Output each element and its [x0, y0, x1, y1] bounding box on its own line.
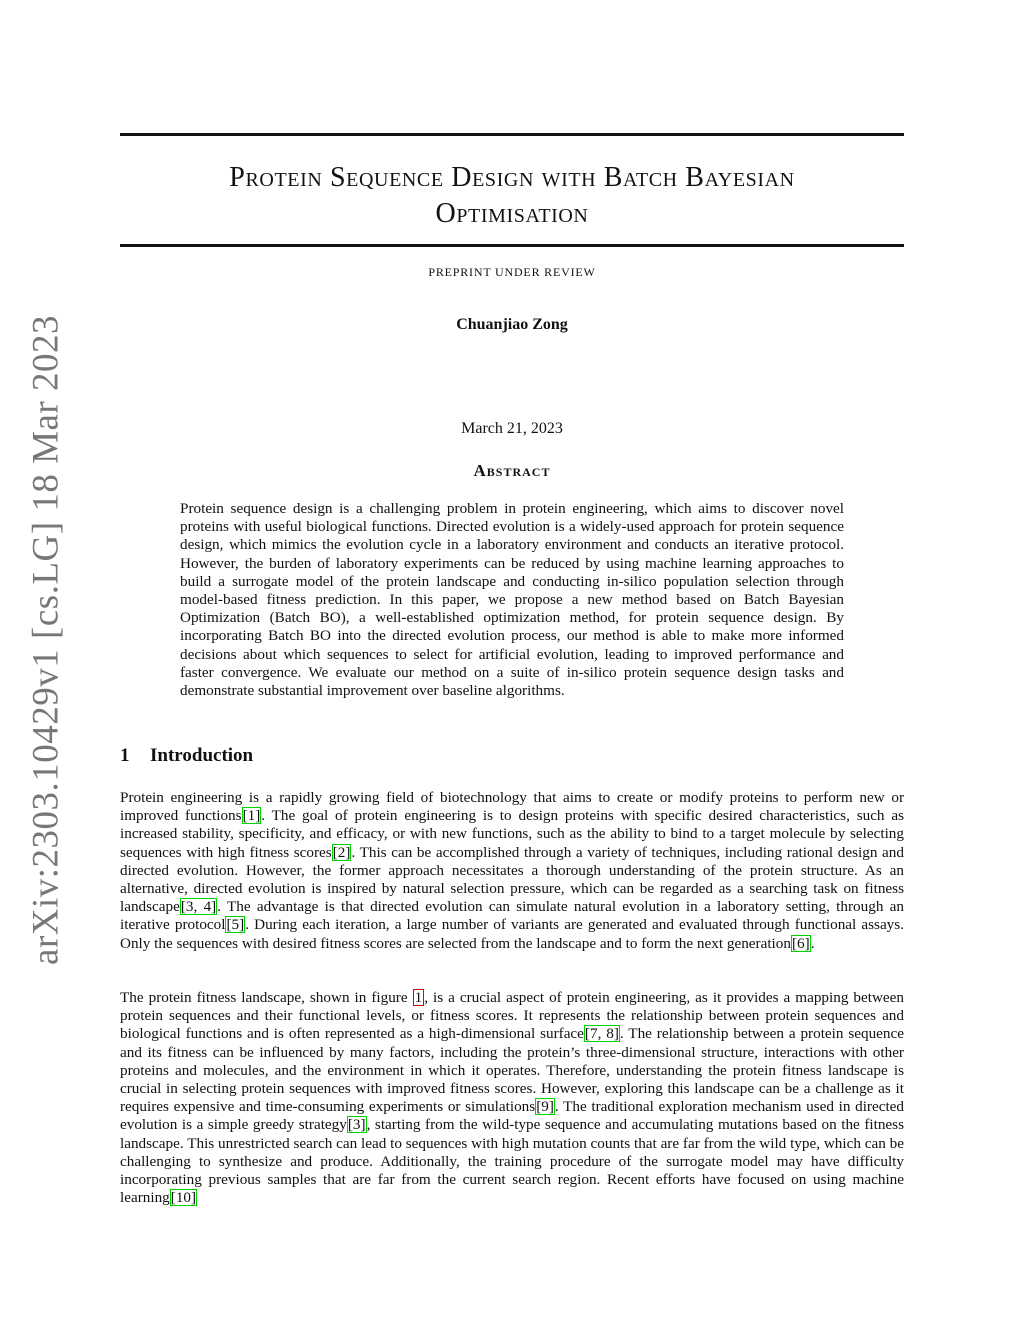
text-run: . The advantage is that directed evolution can simulate natural evolution in a laboratory setting, through an iterative protocol — [120, 898, 904, 934]
citation-link[interactable]: [3, 4] — [180, 898, 217, 916]
intro-paragraph-2 — [120, 989, 904, 1207]
text-run: , starting from the wild-type sequence and accumulating mutations based on the fitness landscape. This unrestricted search can lead to sequences with high mutation counts that are far from the wild type, which can be challenging to synthesize and produce. Additionally, the training procedure of the surrogate model may have difficulty incorporating previous samples that are far from the current search region. Recent efforts have focused on using machine learning — [120, 1116, 904, 1207]
intro-paragraph-1 — [120, 789, 904, 953]
citation-link[interactable]: [7, 8] — [584, 1025, 619, 1043]
author-name: Chuanjiao Zong — [456, 316, 568, 333]
citation-link[interactable]: [2] — [332, 843, 351, 861]
figure-reference-link[interactable]: 1 — [414, 989, 423, 1006]
text-run: . The relationship between a protein sequence and its fitness can be influenced by many factors, including the protein’s three-dimensional structure, interactions with other proteins and molecules, and the environment in which it operates. Therefore, understanding the protein fitness landscape is crucial in selecting protein sequences with improved fitness scores. However, exploring this landscape can be a challenge as it requires expensive and time-consuming experiments or simulations — [120, 1025, 905, 1116]
abstract-text: Protein sequence design is a challenging problem in protein engineering, which aims to discover novel proteins with useful biological functions. Directed evolution is a widely-used approach for protein sequence design, which mimics the evolution cycle in a laboratory environment and conducts an iterative protocol. However, the burden of laboratory experiments can be reduced by using machine learning approaches to build a surrogate model of the protein landscape and conducting in-silico population selection through model-based fitness prediction. In this paper, we propose a new method based on Batch Bayesian Optimization (Batch BO), a well-established optimization method, for protein sequence design. By incorporating Batch BO into the directed evolution process, our method is able to make more informed decisions about which sequences to select for artificial evolution, leading to improved performance and faster convergence. We evaluate our method on a suite of in-silico protein sequence design tasks and demonstrate substantial improvement over baseline algorithms. — [180, 500, 844, 700]
citation-link[interactable]: [9] — [536, 1098, 554, 1116]
text-run: Protein engineering is a rapidly growing field of biotechnology that aims to create or modify proteins to perform new or improved functions — [120, 789, 904, 825]
title-top-rule — [120, 133, 904, 136]
section-number: 1 — [120, 745, 130, 766]
paper-title-line-1: Protein Sequence Design with Batch Bayesian — [229, 162, 795, 193]
citation-link[interactable]: [3] — [347, 1116, 366, 1134]
arxiv-identifier: arXiv:2303.10429v1 [cs.LG] 18 Mar 2023 — [25, 315, 67, 965]
text-run: , is a crucial aspect of protein engineering, as it provides a mapping between protein sequences and their functional levels, or fitness scores. It represents the relationship between protein sequences and biological functions and is often represented as a high-dimensional surface — [120, 989, 904, 1043]
abstract-heading: Abstract — [473, 461, 551, 480]
citation-link[interactable]: [6] — [791, 934, 810, 952]
text-run: . This can be accomplished through a variety of techniques, including rational design and directed evolution. However, the former approach necessitates a thorough understanding of the protein structure. As an alternative, directed evolution is inspired by natural selection pressure, which can be regarded as a searching task on fitness landscape — [120, 843, 904, 916]
text-run: . The goal of protein engineering is to design proteins with specific desired characteristics, such as increased stability, specificity, and efficacy, or with new functions, such as the ability to bind to a target molecule by selecting sequences with high fitness scores — [120, 807, 905, 861]
paper-title — [120, 160, 904, 232]
preprint-status: PREPRINT UNDER REVIEW — [428, 265, 596, 279]
paper-title-line-2: Optimisation — [435, 198, 589, 229]
citation-link[interactable]: [10] — [170, 1189, 197, 1207]
citation-link[interactable]: [5] — [226, 916, 245, 934]
publication-date: March 21, 2023 — [461, 420, 563, 437]
text-run: . During each iteration, a large number of variants are generated and evaluated through functional assays. Only the sequences with desired fitness scores are selected from the landscape and to form the next generation — [120, 916, 904, 952]
section-heading-introduction — [120, 745, 253, 767]
text-run: The protein fitness landscape, shown in figure — [120, 989, 413, 1006]
section-title: Introduction — [150, 745, 254, 766]
text-run: . The traditional exploration mechanism used in directed evolution is a simple greedy strategy — [120, 1098, 905, 1134]
text-run: . — [810, 934, 815, 952]
title-bottom-rule — [120, 244, 904, 247]
citation-link[interactable]: [1] — [242, 807, 261, 825]
